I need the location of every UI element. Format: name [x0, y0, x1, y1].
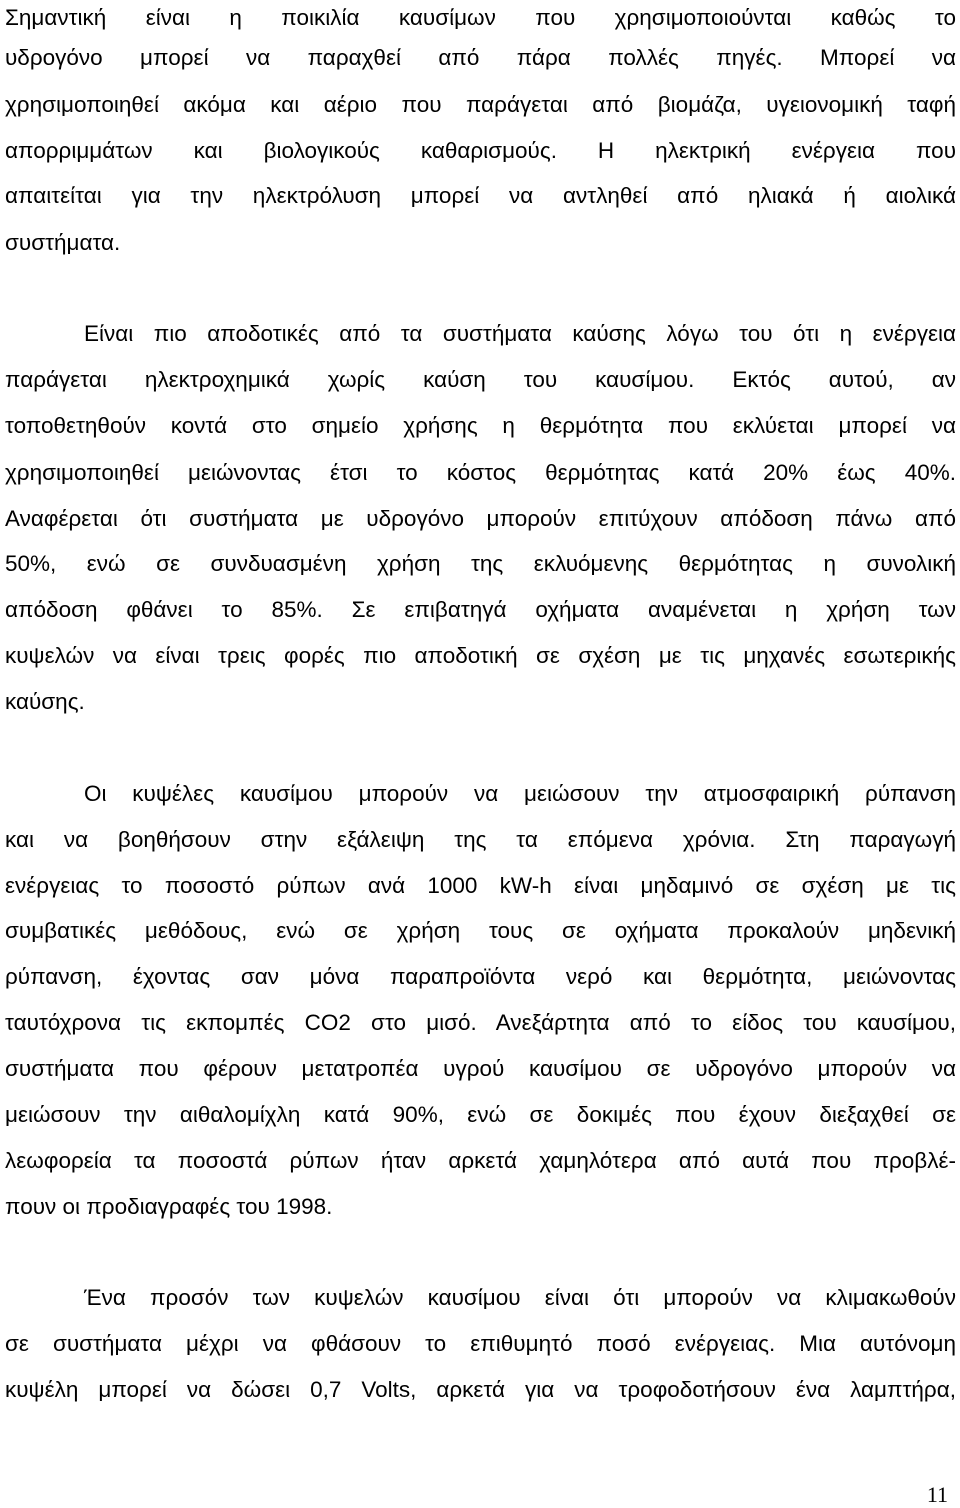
page-number: 11: [926, 1482, 948, 1507]
text-line: 50%, ενώ σε συνδυασμένη χρήση της εκλυόμενης θερμότητας η συνολική: [5, 551, 956, 576]
text-line: συστήματα.: [5, 230, 121, 255]
text-line: καύσης.: [5, 689, 85, 714]
text-line: πουν οι προδιαγραφές του 1998.: [5, 1194, 333, 1219]
text-line: Ένα προσόν των κυψελών καυσίμου είναι ότι μπορούν να κλιμακωθούν: [84, 1285, 956, 1310]
text-line: Σημαντική είναι η ποικιλία καυσίμων που χρησιμοποιούνται καθώς το: [5, 5, 956, 30]
text-line: και να βοηθήσουν στην εξάλειψη της τα επόμενα χρόνια. Στη παραγωγή: [5, 827, 956, 852]
text-line: Είναι πιο αποδοτικές από τα συστήματα καύσης λόγω του ότι η ενέργεια: [84, 321, 956, 346]
text-line: συστήματα που φέρουν μετατροπέα υγρού καυσίμου σε υδρογόνο μπορούν να: [5, 1056, 956, 1081]
text-line: λεωφορεία τα ποσοστά ρύπων ήταν αρκετά χαμηλότερα από αυτά που προβλέ-: [5, 1148, 956, 1173]
text-line: χρησιμοποιηθεί ακόμα και αέριο που παράγεται από βιομάζα, υγειονομική ταφή: [5, 92, 956, 117]
text-line: ταυτόχρονα τις εκπομπές CO2 στο μισό. Ανεξάρτητα από το είδος του καυσίμου,: [5, 1010, 956, 1035]
text-line: σε συστήματα μέχρι να φθάσουν το επιθυμητό ποσό ενέργειας. Μια αυτόνομη: [5, 1331, 956, 1356]
text-line: απαιτείται για την ηλεκτρόλυση μπορεί να αντληθεί από ηλιακά ή αιολικά: [5, 183, 956, 208]
text-line: απόδοση φθάνει το 85%. Σε επιβατηγά οχήματα αναμένεται η χρήση των: [5, 597, 956, 622]
text-line: Οι κυψέλες καυσίμου μπορούν να μειώσουν την ατμοσφαιρική ρύπανση: [84, 781, 956, 806]
text-line: ρύπανση, έχοντας σαν μόνα παραπροϊόντα νερό και θερμότητα, μειώνοντας: [5, 964, 956, 989]
text-line: τοποθετηθούν κοντά στο σημείο χρήσης η θερμότητα που εκλύεται μπορεί να: [5, 413, 956, 438]
text-line: συμβατικές μεθόδους, ενώ σε χρήση τους σε οχήματα προκαλούν μηδενική: [5, 918, 956, 943]
text-line: μειώσουν την αιθαλομίχλη κατά 90%, ενώ σε δοκιμές που έχουν διεξαχθεί σε: [5, 1102, 956, 1127]
text-line: κυψέλη μπορεί να δώσει 0,7 Volts, αρκετά για να τροφοδοτήσουν ένα λαμπτήρα,: [5, 1377, 956, 1402]
text-line: απορριμμάτων και βιολογικούς καθαρισμούς. Η ηλεκτρική ενέργεια που: [5, 138, 956, 163]
text-line: κυψελών να είναι τρεις φορές πιο αποδοτική σε σχέση με τις μηχανές εσωτερικής: [5, 643, 956, 668]
text-line: χρησιμοποιηθεί μειώνοντας έτσι το κόστος θερμότητας κατά 20% έως 40%.: [5, 460, 956, 485]
text-line: παράγεται ηλεκτροχημικά χωρίς καύση του καυσίμου. Εκτός αυτού, αν: [5, 367, 956, 392]
text-line: Αναφέρεται ότι συστήματα με υδρογόνο μπορούν επιτύχουν απόδοση πάνω από: [5, 506, 956, 531]
text-line: ενέργειας το ποσοστό ρύπων ανά 1000 kW-h είναι μηδαμινό σε σχέση με τις: [5, 873, 956, 898]
text-line: υδρογόνο μπορεί να παραχθεί από πάρα πολλές πηγές. Μπορεί να: [5, 45, 956, 70]
